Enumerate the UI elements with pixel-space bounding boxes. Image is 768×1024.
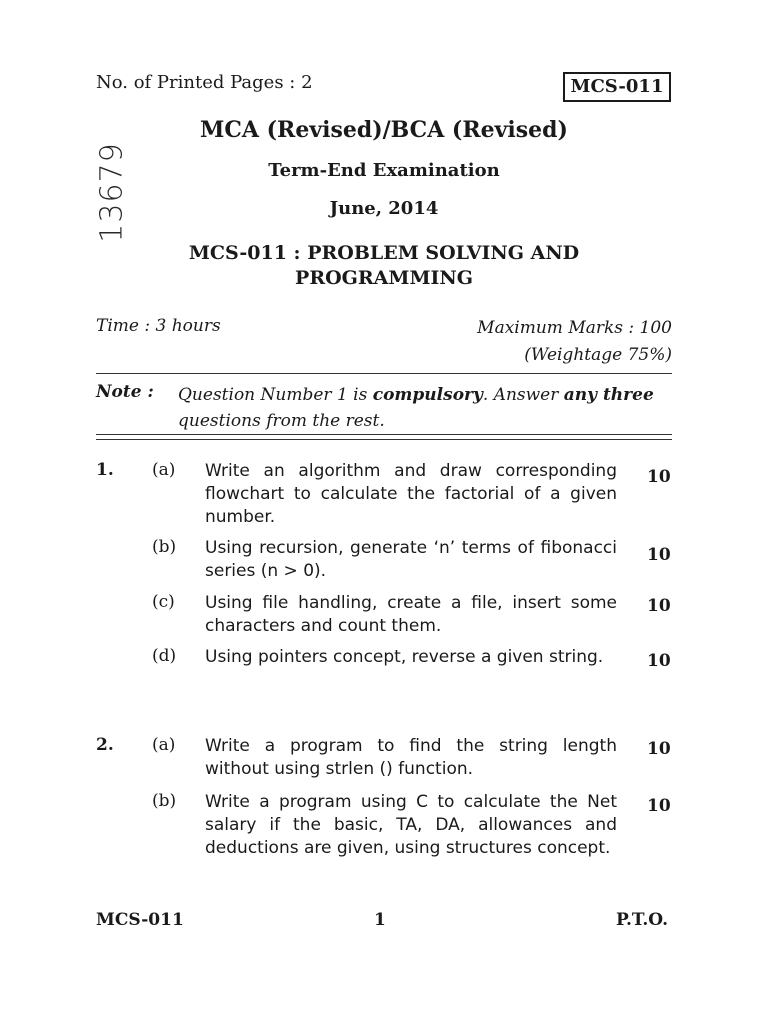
note-part1: Question Number 1 is xyxy=(178,385,373,405)
paper-code-box: MCS-011 xyxy=(563,72,671,102)
question-marks: 10 xyxy=(647,651,671,671)
question-marks: 10 xyxy=(647,596,671,616)
note-part3: questions from the rest. xyxy=(178,411,385,431)
footer-code: MCS-011 xyxy=(96,910,184,930)
course-title-line2: PROGRAMMING xyxy=(295,267,473,289)
divider-double-2 xyxy=(96,439,672,440)
question-number: 1. xyxy=(96,460,114,480)
question-text: Using pointers concept, reverse a given string. xyxy=(205,647,604,667)
part-label: (a) xyxy=(152,735,176,755)
part-label: (d) xyxy=(152,646,177,666)
note-any-three: any three xyxy=(563,385,654,405)
note-part2: . Answer xyxy=(482,385,564,405)
note-compulsory: compulsory xyxy=(372,385,483,405)
question-text: Write a program to find the string length without using strlen () function. xyxy=(205,736,617,779)
footer-page-number: 1 xyxy=(374,910,386,930)
printed-pages: No. of Printed Pages : 2 xyxy=(96,72,313,93)
footer-pto: P.T.O. xyxy=(616,910,668,930)
question-marks: 10 xyxy=(647,796,671,816)
question-text: Write a program using C to calculate the Net salary if the basic, TA, DA, allowances and deductions are given, using structures concept. xyxy=(205,792,617,858)
question-marks: 10 xyxy=(647,467,671,487)
question-text: Using recursion, generate ‘n’ terms of fibonacci series (n > 0). xyxy=(205,538,617,581)
part-label: (b) xyxy=(152,791,177,811)
divider-double-1 xyxy=(96,434,672,435)
course-title-line1: MCS-011 : PROBLEM SOLVING AND xyxy=(188,242,580,264)
question-text: Using file handling, create a file, insert some characters and count them. xyxy=(205,593,617,636)
question-marks: 10 xyxy=(647,545,671,565)
question-marks: 10 xyxy=(647,739,671,759)
note-text xyxy=(178,382,672,434)
note-label: Note : xyxy=(96,382,154,402)
serial-number: 13679 xyxy=(94,142,130,243)
question-number: 2. xyxy=(96,735,114,755)
part-label: (a) xyxy=(152,460,176,480)
programme-title: MCA (Revised)/BCA (Revised) xyxy=(200,117,568,143)
divider-top xyxy=(96,373,672,374)
part-label: (c) xyxy=(152,592,175,612)
weightage: (Weightage 75%) xyxy=(524,345,672,365)
question-text: Write an algorithm and draw corresponding flowchart to calculate the factorial of a given number. xyxy=(205,461,617,527)
part-label: (b) xyxy=(152,537,177,557)
time-allowed: Time : 3 hours xyxy=(96,316,221,336)
exam-session: June, 2014 xyxy=(329,198,439,219)
maximum-marks: Maximum Marks : 100 xyxy=(477,318,672,338)
exam-title: Term-End Examination xyxy=(268,160,500,181)
